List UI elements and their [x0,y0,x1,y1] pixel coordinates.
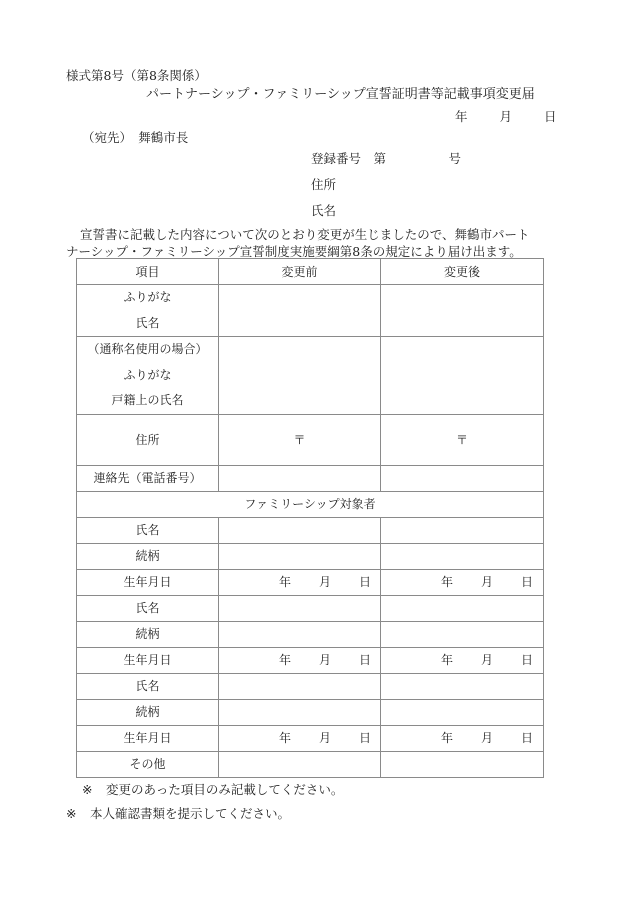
day-unit: 日 [359,653,372,667]
label-relation: 続柄 [77,621,219,647]
table-row [77,699,544,725]
month-unit: 月 [481,575,494,589]
family-section-row [77,491,544,517]
address-after-field[interactable] [381,414,544,465]
month-unit: 月 [481,731,494,745]
label-relation: 続柄 [77,699,219,725]
day-unit: 日 [521,575,534,589]
applicant-name-label: 氏名 [311,203,337,218]
table-row [77,725,544,751]
date-day: 日 [544,109,557,124]
change-form-table [76,258,544,778]
birthdate-after-field[interactable] [381,725,544,751]
birthdate-after-field[interactable] [381,647,544,673]
label-other: その他 [77,751,219,777]
table-row-address [77,414,544,465]
reference-mark-icon: ※ [66,806,77,821]
postal-mark-icon: 〒 [293,432,306,447]
label-birthdate: 生年月日 [77,647,219,673]
label-family-name: 氏名 [77,517,219,543]
other-after-field[interactable] [381,751,544,777]
note-changed-items [82,784,343,797]
label-address: 住所 [77,414,219,465]
relation-before-field[interactable] [219,543,381,569]
day-unit: 日 [521,653,534,667]
table-row-legal-name [77,337,544,415]
declaration-line-1: 宣誓書に記載した内容について次のとおり変更が生じましたので、舞鶴市パート [80,227,530,242]
name-after-field[interactable] [381,285,544,337]
other-before-field[interactable] [219,751,381,777]
date-year: 年 [455,109,468,124]
month-unit: 月 [319,575,332,589]
declaration-text [66,226,566,260]
date-month: 月 [499,109,513,124]
relation-before-field[interactable] [219,699,381,725]
label-contact: 連絡先（電話番号） [77,465,219,491]
family-name-after-field[interactable] [381,673,544,699]
addressee: （宛先） 舞鶴市長 [82,130,189,145]
note-2-text: 本人確認書類を提示してください。 [90,806,291,821]
day-unit: 日 [359,731,372,745]
year-unit: 年 [441,653,454,667]
label-name [77,285,219,337]
label-relation: 続柄 [77,543,219,569]
table-header-row [77,259,544,285]
table-row [77,517,544,543]
birthdate-before-field[interactable] [219,725,381,751]
label-family-name: 氏名 [77,595,219,621]
label-legal-name [77,337,219,415]
postal-mark-icon: 〒 [455,432,468,447]
declaration-line-2: ナーシップ・ファミリーシップ宣誓制度実施要綱第8条の規定により届け出ます。 [66,244,522,259]
birthdate-after-field[interactable] [381,569,544,595]
year-unit: 年 [279,653,292,667]
table-row [77,673,544,699]
name-before-field[interactable] [219,285,381,337]
table-row [77,569,544,595]
relation-after-field[interactable] [381,699,544,725]
label-koseki-name: 戸籍上の氏名 [111,393,184,407]
header-before: 変更前 [219,259,381,285]
label-birthdate: 生年月日 [77,569,219,595]
reference-mark-icon: ※ [82,782,93,797]
month-unit: 月 [319,731,332,745]
label-birthdate: 生年月日 [77,725,219,751]
registration-number: 登録番号 第 号 [311,151,462,166]
label-legal-furigana: ふりがな [123,367,172,382]
family-name-before-field[interactable] [219,673,381,699]
relation-after-field[interactable] [381,543,544,569]
table-row [77,647,544,673]
label-alias-note: （通称名使用の場合） [87,342,208,356]
table-row-name [77,285,544,337]
legal-name-after-field[interactable] [381,337,544,415]
table-row-other [77,751,544,777]
header-after: 変更後 [381,259,544,285]
document-title: パートナーシップ・ファミリーシップ宣誓証明書等記載事項変更届 [146,87,535,102]
year-unit: 年 [279,575,292,589]
month-unit: 月 [481,653,494,667]
form-number: 様式第8号（第8条関係） [66,68,207,83]
year-unit: 年 [441,731,454,745]
contact-after-field[interactable] [381,465,544,491]
note-id-documents [66,808,290,821]
year-unit: 年 [279,731,292,745]
family-name-after-field[interactable] [381,595,544,621]
relation-before-field[interactable] [219,621,381,647]
label-shimei: 氏名 [135,315,160,330]
family-name-before-field[interactable] [219,517,381,543]
family-name-before-field[interactable] [219,595,381,621]
family-name-after-field[interactable] [381,517,544,543]
table-row [77,543,544,569]
table-row-contact [77,465,544,491]
submission-date [455,111,557,124]
table-row [77,621,544,647]
header-item: 項目 [77,259,219,285]
birthdate-before-field[interactable] [219,647,381,673]
family-section-heading: ファミリーシップ対象者 [77,491,544,517]
table-row [77,595,544,621]
day-unit: 日 [521,731,534,745]
address-before-field[interactable] [219,414,381,465]
label-family-name: 氏名 [77,673,219,699]
legal-name-before-field[interactable] [219,337,381,415]
day-unit: 日 [359,575,372,589]
month-unit: 月 [319,653,332,667]
contact-before-field[interactable] [219,465,381,491]
note-1-text: 変更のあった項目のみ記載してください。 [106,782,344,797]
label-furigana: ふりがな [123,290,172,304]
birthdate-before-field[interactable] [219,569,381,595]
relation-after-field[interactable] [381,621,544,647]
year-unit: 年 [441,575,454,589]
applicant-address-label: 住所 [311,177,337,192]
